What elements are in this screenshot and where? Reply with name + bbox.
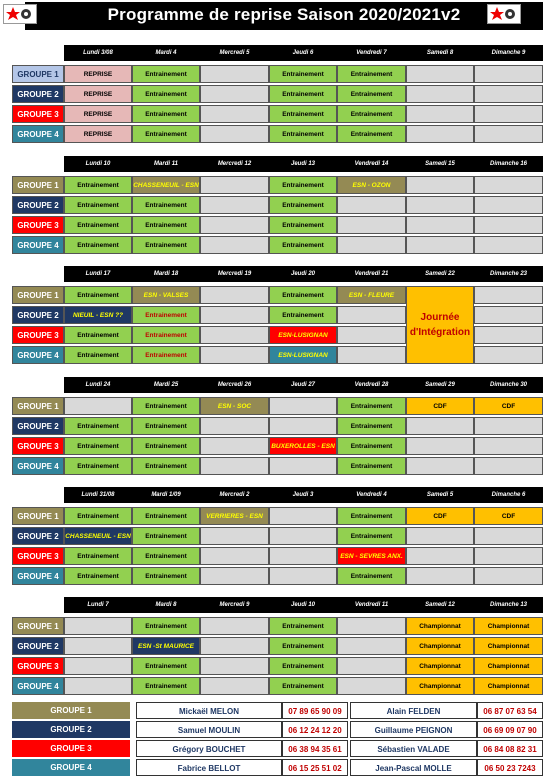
schedule-cell-entrainement: Entrainement: [337, 457, 406, 475]
schedule-cell-entrainement: Entrainement: [132, 657, 200, 675]
schedule-cell-entrainement: Entrainement: [132, 346, 200, 364]
coach-phone: 06 12 24 12 20: [282, 721, 348, 738]
schedule-cell-championnat: Championnat: [474, 617, 543, 635]
coach-name: Mickaël MELON: [136, 702, 282, 719]
schedule-cell-entrainement: Entrainement: [64, 346, 132, 364]
day-header: Jeudi 6: [292, 50, 314, 56]
group-label: GROUPE 3: [12, 216, 64, 234]
schedule-cell-empty: [200, 216, 269, 234]
schedule-cell-empty: [406, 417, 474, 435]
schedule-cell-entrainement: Entrainement: [64, 236, 132, 254]
schedule-cell-entrainement: Entrainement: [269, 306, 337, 324]
schedule-cell-empty: [406, 105, 474, 123]
schedule-cell-empty: [200, 346, 269, 364]
schedule-cell-esn-lusignan: ESN-LUSIGNAN: [269, 346, 337, 364]
group-row: [12, 657, 545, 675]
schedule-cell-entrainement: Entrainement: [337, 125, 406, 143]
schedule-cell-cdf: CDF: [474, 507, 543, 525]
day-header: Lundi 3/08: [83, 50, 113, 56]
group-label: GROUPE 4: [12, 567, 64, 585]
week-block: [12, 597, 545, 697]
schedule-cell-entrainement: Entrainement: [132, 417, 200, 435]
schedule-cell-esn-sevres-anx: ESN - SEVRES ANX.: [337, 547, 406, 565]
contact-group-label: GROUPE 1: [12, 702, 130, 719]
week-block: [12, 45, 545, 145]
day-header: Mardi 1/09: [151, 492, 181, 498]
schedule-cell-entrainement: Entrainement: [269, 236, 337, 254]
schedule-cell-entrainement: Entrainement: [269, 617, 337, 635]
group-label: GROUPE 1: [12, 397, 64, 415]
schedule-cell-empty: [64, 637, 132, 655]
schedule-cell-empty: [337, 677, 406, 695]
group-row: [12, 547, 545, 565]
day-header: Mardi 8: [155, 602, 177, 608]
day-header: Mercredi 19: [217, 271, 252, 277]
schedule-cell-nieuil-esn: NIEUIL - ESN ??: [64, 306, 132, 324]
coach-phone: 06 87 07 63 54: [477, 702, 543, 719]
day-header: Dimanche 13: [489, 602, 528, 608]
day-header: Dimanche 9: [491, 50, 526, 56]
group-row: [12, 637, 545, 655]
schedule-cell-empty: [200, 306, 269, 324]
day-header: Samedi 15: [425, 161, 455, 167]
schedule-cell-empty: [200, 567, 269, 585]
group-label: GROUPE 2: [12, 85, 64, 103]
coach-name: Fabrice BELLOT: [136, 759, 282, 776]
schedule-cell-empty: [269, 397, 337, 415]
day-header: Jeudi 13: [290, 161, 315, 167]
schedule-cell-championnat: Championnat: [406, 617, 474, 635]
schedule-cell-empty: [474, 417, 543, 435]
schedule-cell-reprise: REPRISE: [64, 125, 132, 143]
group-row: [12, 417, 545, 435]
coach-name: Alain FELDEN: [350, 702, 477, 719]
schedule-cell-empty: [406, 196, 474, 214]
schedule-cell-entrainement: Entrainement: [132, 457, 200, 475]
schedule-cell-entrainement: Entrainement: [269, 85, 337, 103]
group-row: [12, 677, 545, 695]
schedule-cell-entrainement: Entrainement: [337, 397, 406, 415]
day-header: Mercredi 9: [219, 602, 250, 608]
group-row: [12, 437, 545, 455]
schedule-cell-entrainement: Entrainement: [269, 196, 337, 214]
schedule-cell-chasseneuil-esn: CHASSENEUIL - ESN: [132, 176, 200, 194]
schedule-cell-cdf: CDF: [406, 507, 474, 525]
day-header: Vendredi 14: [354, 161, 389, 167]
schedule-cell-empty: [200, 65, 269, 83]
title-bar: [25, 2, 543, 30]
schedule-cell-empty: [337, 236, 406, 254]
integration-day-cell: Journée d'Intégration: [406, 286, 474, 364]
schedule-cell-entrainement: Entrainement: [269, 677, 337, 695]
group-label: GROUPE 3: [12, 105, 64, 123]
day-header: Samedi 8: [426, 50, 454, 56]
schedule-cell-empty: [474, 105, 543, 123]
group-label: GROUPE 3: [12, 657, 64, 675]
day-header: Dimanche 30: [489, 382, 528, 388]
schedule-cell-empty: [406, 527, 474, 545]
day-header: Samedi 5: [426, 492, 454, 498]
coach-phone: 06 69 09 07 90: [477, 721, 543, 738]
schedule-cell-empty: [200, 637, 269, 655]
group-row: [12, 176, 545, 194]
schedule-cell-championnat: Championnat: [474, 677, 543, 695]
schedule-cell-entrainement: Entrainement: [64, 547, 132, 565]
schedule-cell-buxerolles-esn: BUXEROLLES - ESN: [269, 437, 337, 455]
schedule-cell-cdf: CDF: [474, 397, 543, 415]
group-label: GROUPE 3: [12, 547, 64, 565]
day-header: Vendredi 11: [354, 602, 389, 608]
schedule-cell-entrainement: Entrainement: [269, 216, 337, 234]
schedule-cell-entrainement: Entrainement: [132, 216, 200, 234]
schedule-cell-entrainement: Entrainement: [269, 657, 337, 675]
schedule-cell-entrainement: Entrainement: [337, 437, 406, 455]
group-label: GROUPE 4: [12, 677, 64, 695]
day-header: Vendredi 4: [356, 492, 387, 498]
day-header: Lundi 17: [85, 271, 111, 277]
schedule-cell-empty: [269, 417, 337, 435]
schedule-cell-empty: [200, 657, 269, 675]
coach-name: Grégory BOUCHET: [136, 740, 282, 757]
group-row: [12, 65, 545, 83]
schedule-cell-entrainement: Entrainement: [269, 125, 337, 143]
schedule-cell-entrainement: Entrainement: [64, 196, 132, 214]
day-header: Lundi 10: [85, 161, 111, 167]
week-block: [12, 487, 545, 587]
schedule-cell-empty: [474, 85, 543, 103]
schedule-cell-empty: [337, 637, 406, 655]
group-row: [12, 457, 545, 475]
day-header: Mercredi 12: [217, 161, 252, 167]
schedule-cell-entrainement: Entrainement: [64, 286, 132, 304]
day-header: Mercredi 5: [219, 50, 250, 56]
coach-phone: 07 89 65 90 09: [282, 702, 348, 719]
schedule-cell-entrainement: Entrainement: [64, 417, 132, 435]
schedule-cell-entrainement: Entrainement: [132, 306, 200, 324]
day-header: Dimanche 6: [491, 492, 526, 498]
group-label: GROUPE 4: [12, 125, 64, 143]
schedule-cell-entrainement: Entrainement: [64, 457, 132, 475]
schedule-cell-empty: [474, 65, 543, 83]
contact-row: [12, 759, 543, 777]
schedule-cell-empty: [337, 346, 406, 364]
schedule-cell-championnat: Championnat: [406, 677, 474, 695]
coach-name: Guillaume PEIGNON: [350, 721, 477, 738]
schedule-cell-empty: [200, 196, 269, 214]
schedule-cell-empty: [200, 236, 269, 254]
schedule-cell-empty: [200, 286, 269, 304]
group-label: GROUPE 1: [12, 507, 64, 525]
group-label: GROUPE 1: [12, 286, 64, 304]
group-row: [12, 105, 545, 123]
schedule-cell-championnat: Championnat: [474, 657, 543, 675]
schedule-cell-empty: [200, 527, 269, 545]
schedule-cell-empty: [474, 125, 543, 143]
schedule-cell-empty: [200, 85, 269, 103]
schedule-cell-empty: [406, 437, 474, 455]
schedule-cell-empty: [200, 417, 269, 435]
schedule-cell-entrainement: Entrainement: [132, 617, 200, 635]
schedule-cell-entrainement: Entrainement: [64, 437, 132, 455]
schedule-cell-entrainement: Entrainement: [64, 567, 132, 585]
schedule-cell-empty: [200, 176, 269, 194]
contact-row: [12, 721, 543, 739]
schedule-cell-entrainement: Entrainement: [132, 527, 200, 545]
schedule-cell-entrainement: Entrainement: [337, 567, 406, 585]
schedule-cell-empty: [406, 567, 474, 585]
group-label: GROUPE 4: [12, 346, 64, 364]
day-header: Samedi 22: [425, 271, 455, 277]
schedule-cell-empty: [337, 617, 406, 635]
schedule-cell-empty: [269, 527, 337, 545]
schedule-cell-entrainement: Entrainement: [64, 216, 132, 234]
schedule-cell-empty: [474, 437, 543, 455]
group-label: GROUPE 2: [12, 306, 64, 324]
schedule-cell-empty: [200, 125, 269, 143]
schedule-cell-empty: [64, 397, 132, 415]
schedule-cell-entrainement: Entrainement: [337, 417, 406, 435]
schedule-cell-empty: [474, 216, 543, 234]
week-block: [12, 156, 545, 256]
schedule-cell-entrainement: Entrainement: [132, 85, 200, 103]
coach-name: Jean-Pascal MOLLE: [350, 759, 477, 776]
group-label: GROUPE 2: [12, 527, 64, 545]
schedule-cell-empty: [406, 125, 474, 143]
schedule-cell-entrainement: Entrainement: [132, 125, 200, 143]
schedule-cell-entrainement: Entrainement: [269, 176, 337, 194]
schedule-cell-entrainement: Entrainement: [132, 236, 200, 254]
week-block: [12, 266, 545, 366]
coach-phone: 06 50 23 7243: [477, 759, 543, 776]
group-row: [12, 527, 545, 545]
schedule-cell-entrainement: Entrainement: [337, 527, 406, 545]
group-label: GROUPE 2: [12, 637, 64, 655]
schedule-cell-entrainement: Entrainement: [269, 105, 337, 123]
schedule-cell-entrainement: Entrainement: [337, 65, 406, 83]
schedule-cell-empty: [406, 85, 474, 103]
schedule-cell-empty: [64, 657, 132, 675]
day-header: Lundi 31/08: [81, 492, 115, 498]
schedule-cell-reprise: REPRISE: [64, 85, 132, 103]
schedule-cell-empty: [200, 617, 269, 635]
schedule-cell-empty: [337, 196, 406, 214]
day-header: Mardi 25: [153, 382, 179, 388]
coach-name: Sébastien VALADE: [350, 740, 477, 757]
schedule-cell-empty: [269, 457, 337, 475]
schedule-cell-empty: [269, 567, 337, 585]
schedule-cell-entrainement: Entrainement: [132, 326, 200, 344]
schedule-cell-reprise: REPRISE: [64, 65, 132, 83]
schedule-cell-empty: [64, 677, 132, 695]
schedule-cell-entrainement: Entrainement: [132, 677, 200, 695]
schedule-cell-empty: [337, 306, 406, 324]
schedule-cell-empty: [406, 216, 474, 234]
schedule-cell-esn-lusignan: ESN-LUSIGNAN: [269, 326, 337, 344]
group-row: [12, 125, 545, 143]
group-row: [12, 397, 545, 415]
group-row: [12, 507, 545, 525]
schedule-cell-entrainement: Entrainement: [269, 637, 337, 655]
schedule-cell-entrainement: Entrainement: [337, 105, 406, 123]
day-header: Samedi 12: [425, 602, 455, 608]
schedule-cell-entrainement: Entrainement: [132, 105, 200, 123]
group-row: [12, 85, 545, 103]
schedule-cell-esn-fleure: ESN - FLEURE: [337, 286, 406, 304]
schedule-cell-entrainement: Entrainement: [64, 507, 132, 525]
page-title: Programme de reprise Saison 2020/2021v2: [107, 5, 461, 24]
group-label: GROUPE 4: [12, 457, 64, 475]
schedule-cell-empty: [200, 437, 269, 455]
schedule-cell-cdf: CDF: [406, 397, 474, 415]
group-label: GROUPE 2: [12, 196, 64, 214]
schedule-cell-esn-valses: ESN - VALSES: [132, 286, 200, 304]
schedule-cell-entrainement: Entrainement: [132, 397, 200, 415]
schedule-cell-empty: [474, 306, 543, 324]
schedule-cell-empty: [200, 326, 269, 344]
schedule-cell-empty: [474, 176, 543, 194]
contact-row: [12, 702, 543, 720]
coach-phone: 06 15 25 51 02: [282, 759, 348, 776]
schedule-cell-empty: [474, 527, 543, 545]
group-row: [12, 617, 545, 635]
club-logo-left: [3, 4, 37, 24]
schedule-cell-esn-soc: ESN - SOC: [200, 397, 269, 415]
schedule-cell-empty: [474, 236, 543, 254]
schedule-cell-empty: [269, 547, 337, 565]
schedule-cell-entrainement: Entrainement: [132, 507, 200, 525]
schedule-cell-entrainement: Entrainement: [64, 176, 132, 194]
day-header: Mardi 18: [153, 271, 179, 277]
day-header: Vendredi 7: [356, 50, 387, 56]
schedule-cell-entrainement: Entrainement: [337, 507, 406, 525]
schedule-cell-empty: [200, 457, 269, 475]
day-header: Mardi 11: [154, 161, 178, 167]
schedule-cell-entrainement: Entrainement: [337, 85, 406, 103]
schedule-cell-verrieres-esn: VERRIERES - ESN: [200, 507, 269, 525]
schedule-cell-esn-st-maurice: ESN -St MAURICE: [132, 637, 200, 655]
day-header: Dimanche 16: [489, 161, 528, 167]
schedule-cell-empty: [337, 326, 406, 344]
day-header: Jeudi 20: [290, 271, 315, 277]
schedule-cell-empty: [474, 196, 543, 214]
day-header: Dimanche 23: [489, 271, 528, 277]
day-header: Mardi 4: [155, 50, 177, 56]
schedule-cell-esn-ozon: ESN - OZON: [337, 176, 406, 194]
schedule-cell-empty: [406, 236, 474, 254]
schedule-cell-empty: [406, 547, 474, 565]
schedule-cell-empty: [200, 547, 269, 565]
week-block: [12, 377, 545, 477]
schedule-cell-empty: [474, 346, 543, 364]
schedule-cell-empty: [474, 326, 543, 344]
schedule-cell-entrainement: Entrainement: [269, 286, 337, 304]
schedule-cell-empty: [406, 457, 474, 475]
day-header: Jeudi 27: [290, 382, 315, 388]
day-header: Vendredi 28: [354, 382, 389, 388]
club-logo-right: [487, 4, 521, 24]
contact-group-label: GROUPE 3: [12, 740, 130, 757]
group-row: [12, 196, 545, 214]
schedule-cell-reprise: REPRISE: [64, 105, 132, 123]
group-label: GROUPE 1: [12, 65, 64, 83]
group-label: GROUPE 3: [12, 326, 64, 344]
schedule-cell-empty: [337, 657, 406, 675]
schedule-cell-chasseneuil-esn: CHASSENEUIL - ESN: [64, 527, 132, 545]
schedule-cell-empty: [474, 286, 543, 304]
contact-group-label: GROUPE 4: [12, 759, 130, 776]
coach-phone: 06 38 94 35 61: [282, 740, 348, 757]
day-header: Jeudi 3: [292, 492, 314, 498]
day-header: Lundi 7: [87, 602, 109, 608]
schedule-cell-empty: [269, 507, 337, 525]
group-row: [12, 236, 545, 254]
schedule-cell-championnat: Championnat: [406, 657, 474, 675]
schedule-cell-entrainement: Entrainement: [64, 326, 132, 344]
day-header: Lundi 24: [85, 382, 111, 388]
day-header: Mercredi 2: [219, 492, 250, 498]
schedule-cell-championnat: Championnat: [474, 637, 543, 655]
schedule-cell-entrainement: Entrainement: [132, 65, 200, 83]
coach-phone: 06 84 08 82 31: [477, 740, 543, 757]
schedule-cell-entrainement: Entrainement: [132, 437, 200, 455]
schedule-cell-entrainement: Entrainement: [132, 567, 200, 585]
schedule-cell-empty: [200, 677, 269, 695]
schedule-cell-empty: [406, 65, 474, 83]
day-header: Mercredi 26: [217, 382, 252, 388]
schedule-cell-empty: [200, 105, 269, 123]
schedule-cell-empty: [474, 547, 543, 565]
schedule-cell-empty: [406, 176, 474, 194]
group-label: GROUPE 4: [12, 236, 64, 254]
schedule-cell-empty: [64, 617, 132, 635]
schedule-cell-championnat: Championnat: [406, 637, 474, 655]
schedule-cell-empty: [337, 216, 406, 234]
group-row: [12, 216, 545, 234]
schedule-cell-entrainement: Entrainement: [269, 65, 337, 83]
schedule-cell-empty: [474, 567, 543, 585]
group-label: GROUPE 1: [12, 176, 64, 194]
coach-name: Samuel MOULIN: [136, 721, 282, 738]
schedule-cell-entrainement: Entrainement: [132, 196, 200, 214]
group-row: [12, 567, 545, 585]
schedule-cell-empty: [474, 457, 543, 475]
schedule-cell-entrainement: Entrainement: [132, 547, 200, 565]
group-label: GROUPE 2: [12, 417, 64, 435]
contact-row: [12, 740, 543, 758]
day-header: Vendredi 21: [354, 271, 389, 277]
contact-group-label: GROUPE 2: [12, 721, 130, 738]
group-label: GROUPE 1: [12, 617, 64, 635]
day-header: Samedi 29: [425, 382, 455, 388]
day-header: Jeudi 10: [290, 602, 315, 608]
group-label: GROUPE 3: [12, 437, 64, 455]
